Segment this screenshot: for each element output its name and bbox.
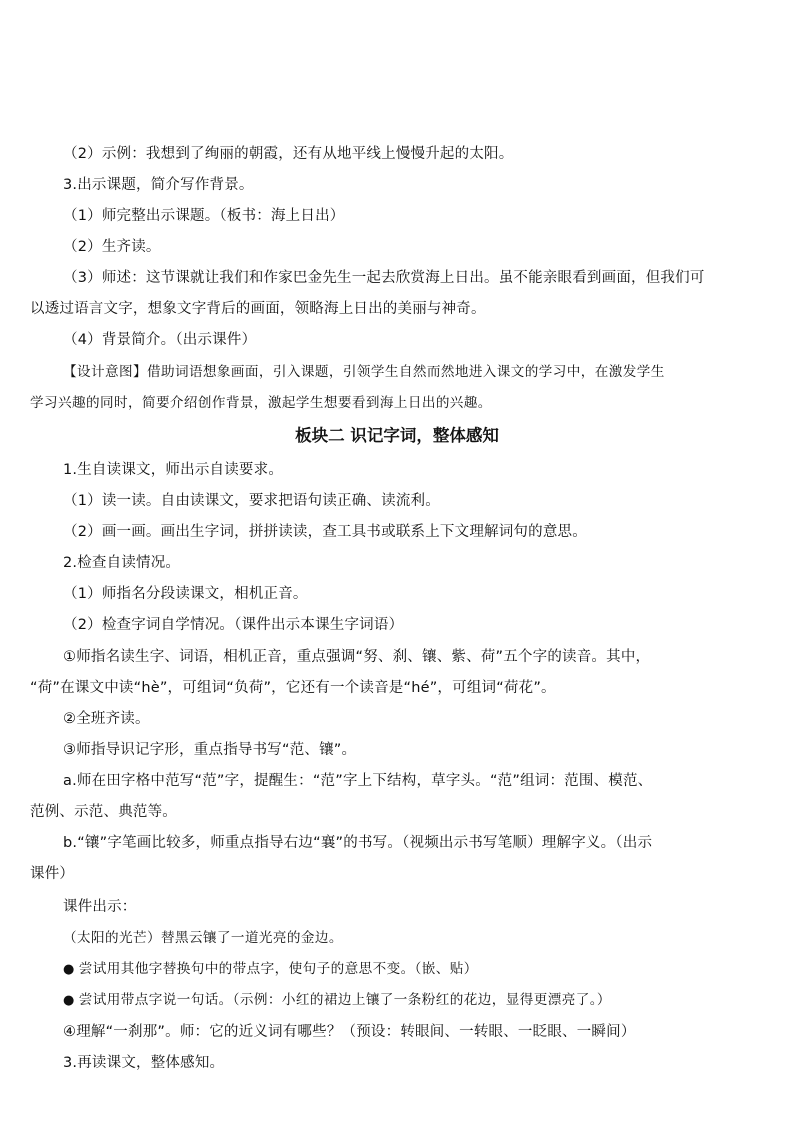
paragraph-check-reading: 2.检查自读情况。 (63, 555, 181, 571)
paragraph-class-read: ②全班齐读。 (63, 711, 150, 727)
paragraph-teacher-narration-line2: 以透过语言文字，想象文字背后的画面，领略海上日出的美丽与神奇。 (30, 301, 486, 317)
paragraph-example-answer: （2）示例：我想到了绚丽的朝霞，还有从地平线上慢慢升起的太阳。 (63, 146, 514, 162)
paragraph-reread: 3.再读课文，整体感知。 (63, 1055, 225, 1071)
paragraph-xiang-line1: b.“镶”字笔画比较多，师重点指导右边“襄”的书写。（视频出示书写笔顺）理解字义。（出示 (63, 835, 653, 851)
paragraph-pronunciation-line1: ①师指名读生字、词语，相机正音，重点强调“努、刹、镶、紫、荷”五个字的读音。其中， (63, 649, 651, 665)
paragraph-step-3: 3.出示课题，简介写作背景。 (63, 177, 254, 193)
paragraph-fan-line1: a.师在田字格中范写“范”字，提醒生：“范”字上下结构，草字头。“范”组词：范围、模范、 (63, 773, 653, 789)
paragraph-pronunciation-line2: “荷”在课文中读“hè”，可组词“负荷”，它还有一个读音是“hé”，可组词“荷花”。 (30, 680, 556, 696)
slide-task-replace-text: 尝试用其他字替换句中的带点字，使句子的意思不变。（嵌、贴） (78, 961, 478, 977)
bullet-icon: ● (63, 993, 75, 1008)
paragraph-xiang-line2: 课件） (30, 866, 75, 882)
design-intent-line1: 【设计意图】借助词语想象画面，引入课题，引领学生自然而然地进入课文的学习中，在激发学生 (63, 364, 665, 380)
paragraph-teacher-narration-line1: （3）师述：这节课就让我们和作家巴金先生一起去欣赏海上日出。虽不能亲眼看到画面，但我们可 (63, 270, 705, 286)
paragraph-mark-words: （2）画一画。画出生字词，拼拼读读，查工具书或联系上下文理解词句的意思。 (63, 524, 587, 540)
design-intent-line2: 学习兴趣的同时，简要介绍创作背景，激起学生想要看到海上日出的兴趣。 (30, 395, 492, 411)
paragraph-fan-line2: 范例、示范、典范等。 (30, 804, 177, 820)
paragraph-read-together: （2）生齐读。 (63, 239, 161, 255)
paragraph-synonyms: ④理解“一刹那”。师：它的近义词有哪些？（预设：转眼间、一转眼、一眨眼、一瞬间） (63, 1024, 636, 1040)
slide-example-sentence: （太阳的光芒）替黑云镶了一道光亮的金边。 (63, 930, 343, 946)
paragraph-segment-reading: （1）师指名分段读课文，相机正音。 (63, 586, 308, 602)
paragraph-self-read: 1.生自读课文，师出示自读要求。 (63, 462, 284, 478)
paragraph-show-title: （1）师完整出示课题。（板书：海上日出） (63, 208, 345, 224)
slide-task-sentence-text: 尝试用带点字说一句话。（示例：小红的裙边上镶了一条粉红的花边，显得更漂亮了。） (78, 992, 611, 1008)
paragraph-background-intro: （4）背景简介。（出示课件） (63, 332, 257, 348)
paragraph-check-vocabulary: （2）检查字词自学情况。（课件出示本课生字词语） (63, 617, 404, 633)
paragraph-read-aloud: （1）读一读。自由读课文，要求把语句读正确、读流利。 (63, 493, 440, 509)
bullet-icon: ● (63, 962, 75, 977)
slide-task-replace (30, 959, 765, 980)
slide-task-sentence (30, 990, 765, 1011)
paragraph-character-form: ③师指导识记字形，重点指导书写“范、镶”。 (63, 742, 357, 758)
section-heading: 板块二 识记字词，整体感知 (295, 426, 499, 445)
paragraph-slide-shown: 课件出示： (63, 899, 137, 915)
